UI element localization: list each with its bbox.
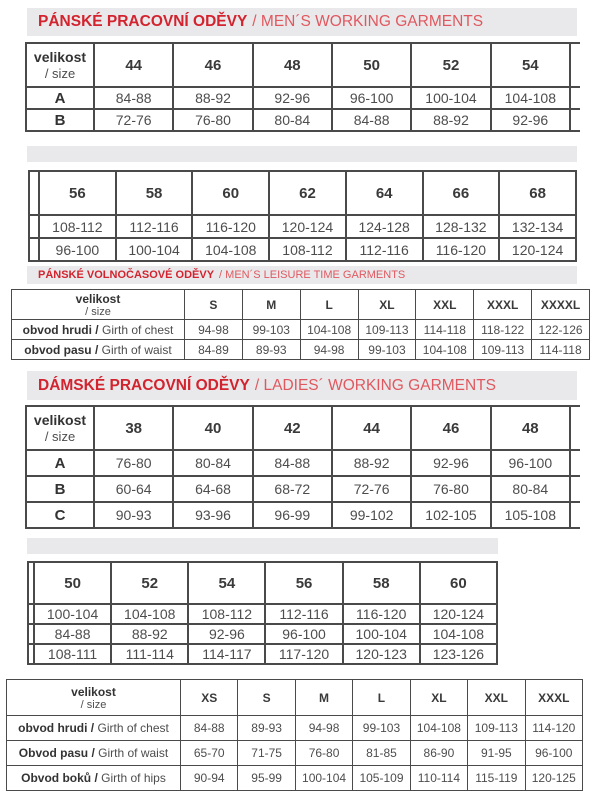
size-value-cell: 65-70 [181, 741, 238, 766]
size-value-cell: 123-126 [420, 644, 497, 664]
size-value-cell: 112-116 [265, 604, 342, 624]
size-column-header: 56 [39, 171, 116, 215]
section-title-cz: DÁMSKÉ PRACOVNÍ ODĚVY [38, 376, 250, 394]
section-title-en: / LADIES´ WORKING GARMENTS [254, 376, 497, 394]
size-column-header: XXXL [474, 290, 532, 320]
row-label-en: Girth of waist [98, 746, 169, 760]
table-row [26, 502, 580, 528]
row-label-cz: Obvod boků / [21, 771, 98, 785]
row-label [7, 766, 181, 791]
size-value-cell: 96-100 [39, 238, 116, 261]
size-corner-cell [26, 406, 94, 450]
size-column-header: 54 [188, 562, 265, 604]
size-value-cell: 108-112 [188, 604, 265, 624]
separator-bar [27, 538, 498, 554]
size-column-header: 62 [269, 171, 346, 215]
size-value-cell: 120-125 [525, 766, 582, 791]
size-value-cell: 90-93 [94, 502, 173, 528]
cut-cell [570, 406, 580, 450]
size-value-cell: 84-88 [34, 624, 111, 644]
row-label [7, 741, 181, 766]
size-value-cell: 118-122 [474, 320, 532, 340]
size-value-cell: 100-104 [411, 87, 490, 109]
size-value-cell: 76-80 [173, 109, 252, 131]
table-row [26, 87, 580, 109]
size-value-cell: 60-64 [94, 476, 173, 502]
size-value-cell: 91-95 [468, 741, 525, 766]
size-value-cell: 105-108 [491, 502, 570, 528]
size-value-cell: 120-123 [343, 644, 420, 664]
row-label: A [26, 450, 94, 476]
size-value-cell: 76-80 [94, 450, 173, 476]
size-value-cell: 124-128 [346, 215, 423, 238]
size-column-header: 60 [192, 171, 269, 215]
table-row [7, 716, 583, 741]
size-value-cell: 88-92 [332, 450, 411, 476]
size-column-header: 44 [332, 406, 411, 450]
row-label: B [26, 109, 94, 131]
size-value-cell: 100-104 [343, 624, 420, 644]
size-value-cell: 132-134 [499, 215, 576, 238]
size-value-cell: 96-100 [265, 624, 342, 644]
size-table-ladies-letter [6, 679, 583, 791]
size-value-cell: 99-102 [332, 502, 411, 528]
size-value-cell: 68-72 [253, 476, 332, 502]
section-bar-ladies-working [27, 371, 577, 400]
size-value-cell: 104-108 [300, 320, 358, 340]
size-column-header: 50 [34, 562, 111, 604]
size-column-header: 54 [491, 43, 570, 87]
section-title-cz: PÁNSKÉ PRACOVNÍ ODĚVY [38, 13, 248, 30]
size-value-cell: 104-108 [491, 87, 570, 109]
corner-label-cz: velikost [75, 291, 121, 306]
size-value-cell: 104-108 [410, 716, 467, 741]
row-label [12, 340, 185, 360]
size-corner-cell [26, 43, 94, 87]
size-value-cell: 120-124 [420, 604, 497, 624]
size-value-cell: 102-105 [411, 502, 490, 528]
section-title-en: / MEN´S LEISURE TIME GARMENTS [219, 269, 406, 281]
table-header-row [26, 43, 580, 87]
cut-cell [570, 109, 580, 131]
corner-label-en: / size [80, 698, 107, 711]
row-label-cz: Obvod pasu / [18, 746, 95, 760]
size-table-ladies-working-lower [27, 561, 498, 665]
table-row [7, 741, 583, 766]
size-value-cell: 96-100 [525, 741, 582, 766]
row-label: A [26, 87, 94, 109]
size-column-header: M [242, 290, 300, 320]
table-row [26, 476, 580, 502]
size-column-header: XXL [416, 290, 474, 320]
corner-label-en: / size [44, 66, 76, 81]
table-row [12, 320, 590, 340]
size-value-cell: 110-114 [410, 766, 467, 791]
table-header-row [29, 171, 576, 215]
section-title-cz: PÁNSKÉ VOLNOČASOVÉ ODĚVY [38, 269, 215, 281]
row-label-cz: obvod hrudi / [22, 322, 99, 337]
size-column-header: 50 [332, 43, 411, 87]
size-value-cell: 114-118 [416, 320, 474, 340]
size-value-cell: 104-108 [192, 238, 269, 261]
section-title-en: / MEN´S WORKING GARMENTS [252, 13, 484, 30]
size-value-cell: 92-96 [188, 624, 265, 644]
size-value-cell: 108-111 [34, 644, 111, 664]
size-value-cell: 84-88 [181, 716, 238, 741]
size-value-cell: 90-94 [181, 766, 238, 791]
size-value-cell: 108-112 [39, 215, 116, 238]
size-column-header: 60 [420, 562, 497, 604]
size-value-cell: 120-124 [499, 238, 576, 261]
size-value-cell: 112-116 [116, 215, 193, 238]
size-value-cell: 105-109 [353, 766, 410, 791]
size-value-cell: 96-100 [332, 87, 411, 109]
size-column-header: M [295, 680, 352, 716]
row-label-en: Girth of waist [101, 342, 172, 357]
cut-cell [570, 502, 580, 528]
size-value-cell: 93-96 [173, 502, 252, 528]
table-row [29, 238, 576, 261]
size-column-header: XL [410, 680, 467, 716]
size-value-cell: 114-117 [188, 644, 265, 664]
table-row [12, 340, 590, 360]
size-table-mens-working-upper [25, 42, 580, 132]
size-value-cell: 104-108 [416, 340, 474, 360]
stub-cell [29, 171, 39, 215]
size-value-cell: 76-80 [295, 741, 352, 766]
size-column-header: 42 [253, 406, 332, 450]
row-label-en: Girth of hips [101, 771, 166, 785]
row-label [12, 320, 185, 340]
size-value-cell: 100-104 [295, 766, 352, 791]
size-value-cell: 89-93 [242, 340, 300, 360]
table-row [28, 644, 497, 664]
table-row [26, 450, 580, 476]
size-value-cell: 116-120 [423, 238, 500, 261]
size-value-cell: 111-114 [111, 644, 188, 664]
size-value-cell: 84-88 [94, 87, 173, 109]
size-value-cell: 99-103 [358, 340, 416, 360]
row-label [7, 716, 181, 741]
size-column-header: 68 [499, 171, 576, 215]
size-column-header: XXXL [525, 680, 582, 716]
size-value-cell: 104-108 [111, 604, 188, 624]
size-corner-cell [7, 680, 181, 716]
size-value-cell: 89-93 [238, 716, 295, 741]
size-column-header: L [300, 290, 358, 320]
size-table-ladies-working-upper [25, 405, 580, 529]
size-column-header: 48 [253, 43, 332, 87]
size-value-cell: 115-119 [468, 766, 525, 791]
size-value-cell: 99-103 [353, 716, 410, 741]
size-value-cell: 84-89 [185, 340, 243, 360]
stub-cell [29, 215, 39, 238]
table-header-row [28, 562, 497, 604]
size-column-header: 66 [423, 171, 500, 215]
size-value-cell: 109-113 [474, 340, 532, 360]
row-label-en: Girth of chest [97, 721, 169, 735]
size-table-mens-working-lower [28, 170, 577, 262]
size-value-cell: 99-103 [242, 320, 300, 340]
size-value-cell: 76-80 [411, 476, 490, 502]
size-value-cell: 80-84 [253, 109, 332, 131]
corner-label-cz: velikost [71, 684, 116, 699]
size-column-header: 52 [411, 43, 490, 87]
stub-cell [29, 238, 39, 261]
size-column-header: 48 [491, 406, 570, 450]
separator-bar [27, 146, 577, 162]
size-value-cell: 104-108 [420, 624, 497, 644]
size-value-cell: 96-99 [253, 502, 332, 528]
size-column-header: 46 [173, 43, 252, 87]
size-column-header: 56 [265, 562, 342, 604]
cut-cell [570, 476, 580, 502]
size-value-cell: 96-100 [491, 450, 570, 476]
size-column-header: XXL [468, 680, 525, 716]
size-value-cell: 120-124 [269, 215, 346, 238]
size-value-cell: 72-76 [332, 476, 411, 502]
size-value-cell: 71-75 [238, 741, 295, 766]
size-value-cell: 108-112 [269, 238, 346, 261]
size-value-cell: 128-132 [423, 215, 500, 238]
size-corner-cell [12, 290, 185, 320]
size-column-header: 44 [94, 43, 173, 87]
size-value-cell: 112-116 [346, 238, 423, 261]
size-value-cell: 94-98 [295, 716, 352, 741]
table-row [28, 604, 497, 624]
size-value-cell: 100-104 [116, 238, 193, 261]
size-value-cell: 92-96 [253, 87, 332, 109]
size-value-cell: 100-104 [34, 604, 111, 624]
size-column-header: 64 [346, 171, 423, 215]
row-label-cz: obvod hrudi / [18, 721, 95, 735]
cut-cell [570, 87, 580, 109]
size-value-cell: 92-96 [491, 109, 570, 131]
size-column-header: S [238, 680, 295, 716]
size-value-cell: 86-90 [410, 741, 467, 766]
size-value-cell: 64-68 [173, 476, 252, 502]
size-column-header: S [185, 290, 243, 320]
table-header-row [26, 406, 580, 450]
size-value-cell: 122-126 [532, 320, 590, 340]
table-row [28, 624, 497, 644]
size-value-cell: 80-84 [173, 450, 252, 476]
row-label-en: Girth of chest [101, 322, 174, 337]
cut-cell [570, 43, 580, 87]
corner-label-cz: velikost [33, 412, 87, 428]
size-value-cell: 92-96 [411, 450, 490, 476]
size-value-cell: 114-120 [525, 716, 582, 741]
table-row [7, 766, 583, 791]
size-value-cell: 109-113 [358, 320, 416, 340]
table-row [29, 215, 576, 238]
section-bar-mens-leisure [27, 266, 577, 284]
cut-cell [570, 450, 580, 476]
corner-label-en: / size [85, 305, 111, 318]
size-value-cell: 114-118 [532, 340, 590, 360]
row-label: B [26, 476, 94, 502]
size-column-header: 58 [343, 562, 420, 604]
size-column-header: XL [358, 290, 416, 320]
size-column-header: 38 [94, 406, 173, 450]
size-value-cell: 88-92 [111, 624, 188, 644]
size-value-cell: 84-88 [332, 109, 411, 131]
size-column-header: XS [181, 680, 238, 716]
size-value-cell: 94-98 [300, 340, 358, 360]
size-value-cell: 117-120 [265, 644, 342, 664]
size-value-cell: 80-84 [491, 476, 570, 502]
row-label: C [26, 502, 94, 528]
corner-label-en: / size [44, 429, 76, 444]
size-value-cell: 94-98 [185, 320, 243, 340]
size-value-cell: 109-113 [468, 716, 525, 741]
size-column-header: 52 [111, 562, 188, 604]
size-column-header: L [353, 680, 410, 716]
size-value-cell: 72-76 [94, 109, 173, 131]
table-header-row [12, 290, 590, 320]
size-column-header: XXXXL [532, 290, 590, 320]
table-header-row [7, 680, 583, 716]
corner-label-cz: velikost [33, 49, 87, 65]
size-value-cell: 116-120 [343, 604, 420, 624]
size-value-cell: 88-92 [173, 87, 252, 109]
table-row [26, 109, 580, 131]
size-column-header: 40 [173, 406, 252, 450]
size-value-cell: 84-88 [253, 450, 332, 476]
size-table-mens-leisure [11, 289, 590, 360]
row-label-cz: obvod pasu / [24, 342, 99, 357]
size-value-cell: 81-85 [353, 741, 410, 766]
section-bar-mens-working [27, 8, 577, 36]
size-column-header: 58 [116, 171, 193, 215]
size-column-header: 46 [411, 406, 490, 450]
size-value-cell: 95-99 [238, 766, 295, 791]
size-value-cell: 116-120 [192, 215, 269, 238]
size-value-cell: 88-92 [411, 109, 490, 131]
